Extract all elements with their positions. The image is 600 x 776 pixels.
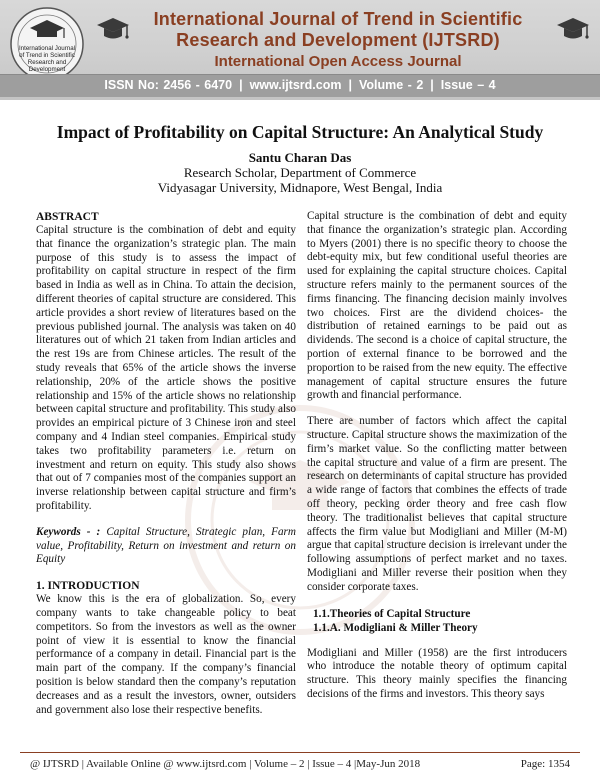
journal-logo bbox=[8, 4, 86, 84]
journal-title-line1: International Journal of Trend in Scientific bbox=[153, 9, 523, 29]
introduction-text: We know this is the era of globalization. So, every company wants to take changeable policy to beat competitors. So from the investors as well as the owner point of view it is essential to know the financial performance of a company in detail. Financial part is the main part of the company. If the company’s financial position is below standard then the company’s reputation decreases and as a result the investors, owner, outsiders and government also lose their respective benefits. bbox=[36, 593, 296, 716]
affiliation-line1: Research Scholar, Department of Commerce bbox=[183, 165, 417, 180]
issue: Issue – 4 bbox=[440, 78, 496, 92]
mm-theory-heading: 1.1.A. Modigliani & Miller Theory bbox=[313, 621, 478, 634]
journal-title-line2: Research and Development (IJTSRD) bbox=[176, 30, 500, 50]
svg-text:of Trend in Scientific: of Trend in Scientific bbox=[19, 52, 75, 59]
page-number: Page: 1354 bbox=[520, 758, 570, 770]
abstract-heading: ABSTRACT bbox=[36, 211, 99, 223]
mm-theory-paragraph: Modigliani and Miller (1958) are the first introducers who introduce the notable theory of optimum capital structure. This theory mainly specifies the financing decisions of the firms and investors. This theory says bbox=[307, 646, 567, 700]
volume: Volume - 2 bbox=[358, 78, 424, 92]
svg-text:Research and: Research and bbox=[27, 59, 67, 66]
author-name: Santu Charan Das bbox=[248, 150, 352, 165]
issn: ISSN No: 2456 - 6470 bbox=[104, 78, 233, 92]
journal-info-text: ISSN No: 2456 - 6470 | www.ijtsrd.com | Volume - 2 | Issue – 4 bbox=[104, 78, 496, 92]
factors-paragraph: There are number of factors which affect the capital structure. Capital structure shows the maximization of the firm’s market value. So the conflicting matter between the capital structure and value of a firm are present. The research on determinants of capital structure has provided a wide range of factors that combines the effects of trade off theory, pecking order theory and free cash flow theory. The traditionalist believes that capital structure affects the firm value but Modigliani and Miller (M-M) argue that capital structure decision is irrelevant under the following assumptions of perfect market and no taxes. Modigliani and Miller reverse their position when they consider corporate taxes. bbox=[307, 415, 567, 593]
graduation-cap-icon bbox=[556, 10, 590, 46]
capital-structure-paragraph: Capital structure is the combination of debt and equity that finance the organization’s strategic plan. According to Myers (2001) there is no specific theory to choose the debt-equity mix, but few conditional useful theories are used for explaining the capital structure choices. Capital structure refers mainly to the permanent sources of the firms financing. The financing decision mainly involves two choices. First are the dividend choices- the distribution of retained earnings to be paid out as dividends. The second is a choice of capital structure, the portion of external finance to be borrowed and the proportion to be raised from the new equity. The effective management of capital structure ensures the future growth and financial performance. bbox=[307, 210, 567, 402]
keywords bbox=[36, 526, 296, 567]
journal-seal-icon bbox=[8, 4, 86, 84]
keywords-text: Capital Structure, Strategic plan, Farm value, Profitability, Return on investment and return on Equity bbox=[36, 525, 296, 566]
affiliation-line2: Vidyasagar University, Midnapore, West Bengal, India bbox=[157, 180, 443, 195]
journal-website-link[interactable]: www.ijtsrd.com bbox=[249, 78, 342, 92]
svg-text:Development: Development bbox=[28, 66, 66, 73]
svg-text:International Journal: International Journal bbox=[18, 45, 76, 52]
journal-subtitle: International Open Access Journal bbox=[214, 53, 462, 70]
journal-banner bbox=[0, 0, 600, 100]
left-column bbox=[36, 210, 296, 717]
paper-title: Impact of Profitability on Capital Structure: An Analytical Study bbox=[56, 122, 544, 142]
right-column bbox=[307, 210, 567, 702]
theories-heading: 1.1.Theories of Capital Structure bbox=[313, 607, 471, 620]
footer-citation: @ IJTSRD | Available Online @ www.ijtsrd.com | Volume – 2 | Issue – 4 |May-Jun 2018 bbox=[30, 758, 421, 770]
keywords-label: Keywords - : bbox=[36, 525, 101, 538]
introduction-heading: 1. INTRODUCTION bbox=[36, 580, 140, 593]
footer-divider bbox=[20, 752, 580, 753]
abstract-text: Capital structure is the combination of debt and equity that finance the organization’s strategic plan. The main purpose of this study is to assess the impact of profitability on capital structure in respect of the firm based in India as well as in China. To attain the decision, different theories of capital structure are considered. This article provides a short review of literatures based on the previous published journal. The analysis was taken on 40 literatures out of which 21 taken from Indian articles and the rest 19s are from Chinese articles. The result of the study reveals that 65% of the article shows the inverse relationship, 20% of the article shows the positive relationship and 15% of the article shows no relationship between capital structure and profitability. This study also provides an empirical picture of 3 Chinese iron and steel company and 4 Indian steel companies. Empirical study takes two profitability parameters i.e. return on investment and return on equity. This study also shows that out of 7 companies most of the companies support an inverse relationship between capital structure and firm’s profitability. bbox=[36, 224, 296, 512]
